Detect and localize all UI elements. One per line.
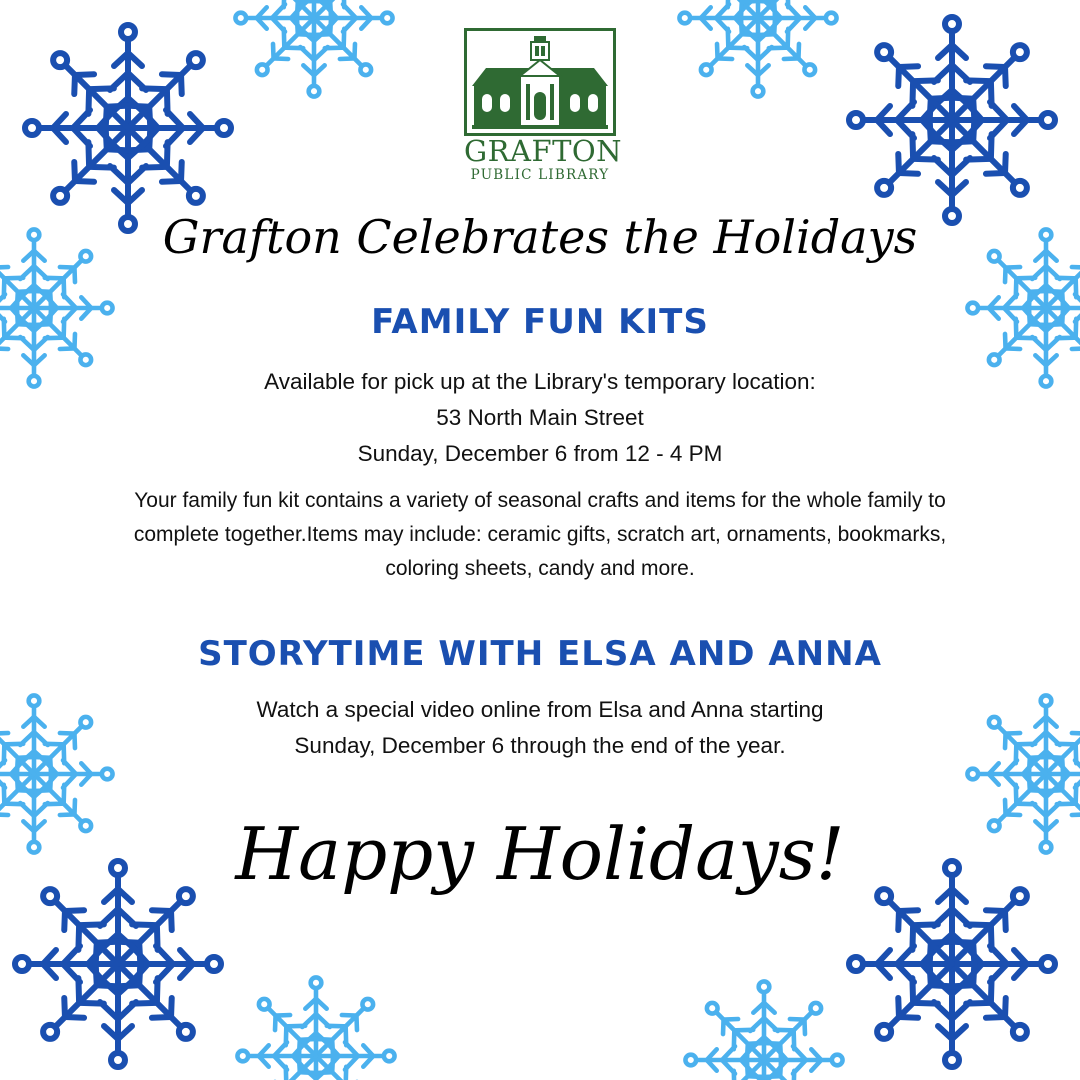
kits-line: 53 North Main Street — [436, 405, 644, 430]
storytime-line: Sunday, December 6 through the end of the year. — [294, 733, 786, 758]
kits-description — [40, 484, 1040, 586]
kits-description-line: complete together.Items may include: ceramic gifts, scratch art, ornaments, bookmarks, — [133, 523, 947, 546]
logo-name: GRAFTON — [464, 134, 623, 168]
snowflake-icon — [674, 970, 854, 1080]
kits-title: FAMILY FUN KITS — [371, 302, 709, 342]
snowflake-icon — [226, 966, 406, 1080]
storytime-line: Watch a special video online from Elsa and Anna starting — [256, 697, 824, 722]
snowflake-icon — [834, 2, 1070, 238]
storytime-title: STORYTIME WITH ELSA AND ANNA — [198, 634, 882, 674]
kits-line: Sunday, December 6 from 12 - 4 PM — [357, 441, 723, 466]
kits-details — [140, 364, 940, 472]
library-building-icon — [464, 28, 616, 136]
kits-description-line: coloring sheets, candy and more. — [385, 557, 695, 580]
kits-line: Available for pick up at the Library's temporary location: — [264, 369, 816, 394]
headline: Grafton Celebrates the Holidays — [162, 210, 918, 264]
library-logo — [464, 28, 623, 184]
snowflake-icon — [668, 0, 848, 108]
snowflake-icon — [224, 0, 404, 108]
storytime-details — [140, 692, 940, 764]
closing-greeting: Happy Holidays! — [235, 812, 845, 896]
kits-description-line: Your family fun kit contains a variety of seasonal crafts and items for the whole family to — [134, 489, 946, 512]
logo-subtitle: PUBLIC LIBRARY — [470, 167, 610, 183]
